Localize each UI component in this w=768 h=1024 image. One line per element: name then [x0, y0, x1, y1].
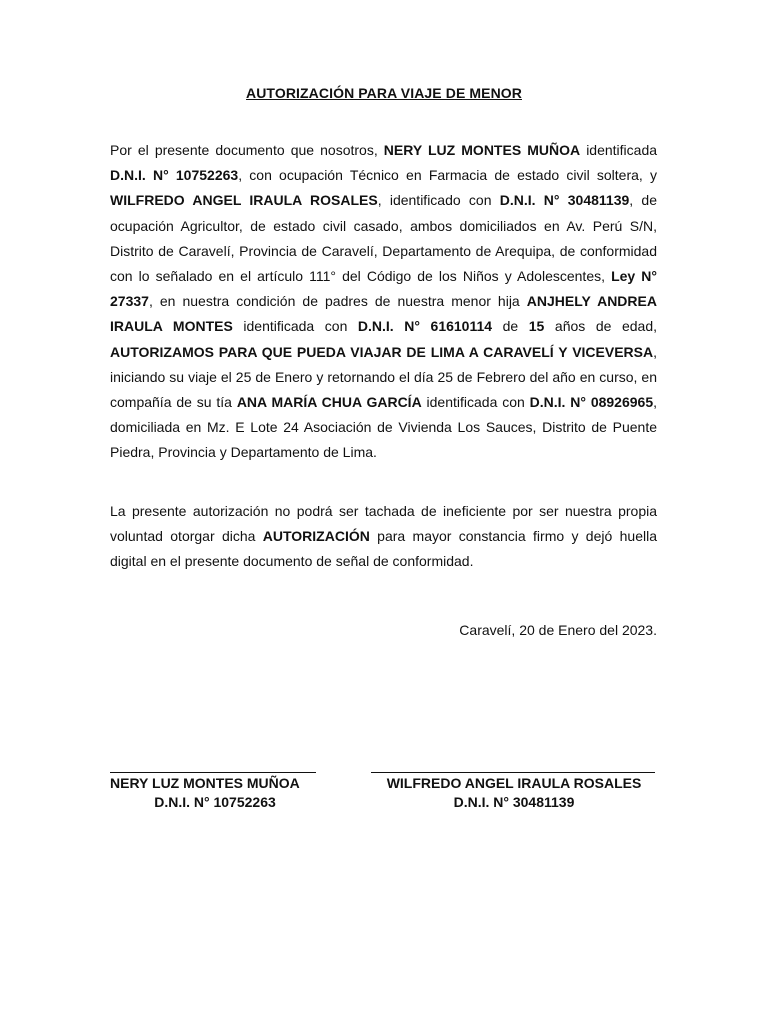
bold-text-run: 15 — [528, 318, 545, 335]
bold-text-run: AUTORIZAMOS PARA QUE PUEDA VIAJAR DE LIMA A CARAVELÍ Y VICEVERSA — [110, 343, 654, 360]
text-run: identificada — [580, 142, 658, 158]
text-run: , en nuestra condición de padres de nuestra menor hija — [148, 293, 527, 310]
text-run: La presente autorización no podrá ser tachada de ineficiente por ser nuestra propia voluntad otorgar dicha — [110, 503, 657, 545]
body-paragraph-2 — [110, 499, 657, 575]
signer-name: NERY LUZ MONTES MUÑOA — [110, 775, 300, 791]
text-run: para mayor constancia firmo y dejó huella digital en el presente documento de señal de conformidad. — [110, 528, 657, 570]
signature-block-mother — [110, 752, 320, 812]
text-run: años de edad, — [544, 318, 657, 335]
signature-line — [371, 752, 655, 773]
text-run: de — [492, 318, 529, 335]
text-run: , domiciliada en Mz. E Lote 24 Asociación de Vivienda Los Sauces, Distrito de Puente Piedra, Provincia y Departamento de Lima. — [110, 394, 658, 461]
document-title: AUTORIZACIÓN PARA VIAJE DE MENOR — [246, 85, 522, 101]
signature-block-father — [371, 752, 657, 812]
text-run: Por el presente documento que nosotros, — [110, 142, 384, 158]
text-run: , con ocupación Técnico en Farmacia de estado civil soltera, y — [238, 167, 658, 184]
bold-text-run: D.N.I. N° 08926965 — [529, 394, 654, 411]
body-paragraph-1 — [110, 138, 657, 466]
date-line: Caravelí, 20 de Enero del 2023. — [459, 622, 657, 638]
text-run: , iniciando su viaje el 25 de Enero y retornando el día 25 de Febrero del año en curso, en compañía de su tía — [110, 343, 657, 411]
bold-text-run: NERY LUZ MONTES MUÑOA — [383, 142, 581, 158]
signer-name: WILFREDO ANGEL IRAULA ROSALES — [386, 775, 642, 791]
text-run: , de ocupación Agricultor, de estado civil casado, ambos domiciliados en Av. Perú S/N, Distrito de Caravelí, Provincia de Caravelí, Departamento de Arequipa, de conformidad con lo señalado en el artículo 111° del Código de los Niños y Adolescentes, — [110, 192, 657, 285]
bold-text-run: D.N.I. N° 30481139 — [499, 192, 630, 209]
bold-text-run: ANJHELY ANDREA IRAULA MONTES — [110, 293, 657, 335]
bold-text-run: AUTORIZACIÓN — [262, 528, 370, 545]
bold-text-run: D.N.I. N° 61610114 — [357, 318, 493, 335]
text-run: , identificado con — [377, 192, 500, 209]
bold-text-run: Ley N° 27337 — [110, 268, 657, 310]
text-run: identificada con — [232, 318, 358, 335]
signer-dni: D.N.I. N° 10752263 — [154, 794, 276, 810]
signature-line — [110, 752, 316, 773]
bold-text-run: WILFREDO ANGEL IRAULA ROSALES — [110, 192, 378, 209]
signer-dni: D.N.I. N° 30481139 — [453, 794, 575, 810]
text-run: identificada con — [421, 394, 530, 411]
bold-text-run: ANA MARÍA CHUA GARCÍA — [236, 394, 422, 411]
bold-text-run: D.N.I. N° 10752263 — [110, 167, 239, 184]
